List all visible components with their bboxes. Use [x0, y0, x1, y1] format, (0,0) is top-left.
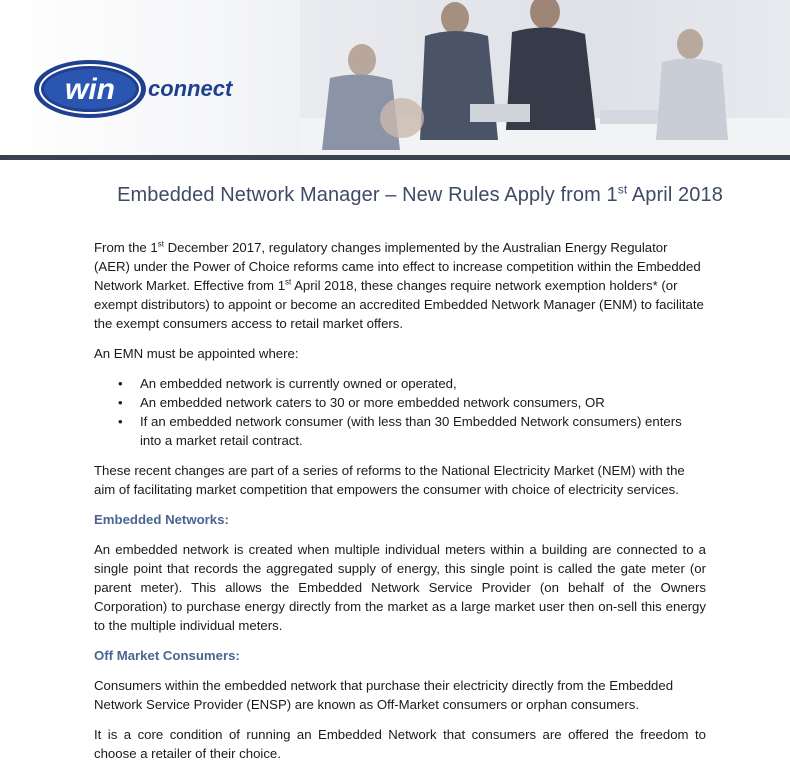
page-title: Embedded Network Manager – New Rules Apply from 1st April 2018 [117, 182, 723, 206]
reforms-paragraph: These recent changes are part of a series of reforms to the National Electricity Market (NEM) with the aim of facilitating market competition that empowers the consumer with choice of electricity services. [94, 463, 685, 497]
emn-lead: An EMN must be appointed where: [94, 346, 299, 361]
intro-paragraph: From the 1st December 2017, regulatory changes implemented by the Australian Energy Regulator (AER) under the Power of Choice reforms came into effect to increase competition within the Embedded Network Market. Effective from 1st April 2018, these changes require network exemption holders* (or exempt distributors) to appoint or become an accredited Embedded Network Manager (ENM) to facilitate the exempt consumers access to retail market offers. [94, 239, 704, 331]
bullet-icon: • [118, 414, 123, 429]
emn-conditions-list [94, 374, 706, 450]
logo-win-text: win [65, 73, 115, 106]
bullet-icon: • [118, 395, 123, 410]
section-heading-off-market: Off Market Consumers: [94, 648, 240, 663]
list-item: • An embedded network caters to 30 or more embedded network consumers, OR [118, 395, 605, 410]
header-divider [0, 155, 790, 160]
off-market-paragraph: Consumers within the embedded network that purchase their electricity directly from the Embedded Network Service Provider (ENSP) are known as Off-Market consumers or orphan consumers. [94, 678, 674, 712]
document-body [94, 238, 706, 774]
core-condition-paragraph: It is a core condition of running an Embedded Network that consumers are offered the freedom to choose a retailer of their choice. [94, 727, 706, 761]
section-heading-embedded-networks: Embedded Networks: [94, 512, 229, 527]
logo-connect-text: connect [148, 76, 233, 101]
list-item: • An embedded network is currently owned or operated, [118, 376, 457, 391]
list-item: • If an embedded network consumer (with less than 30 Embedded Network consumers) enters into a market retail contract. [118, 414, 682, 448]
winconnect-logo [32, 56, 282, 122]
header-banner [0, 0, 790, 160]
embedded-networks-paragraph: An embedded network is created when multiple individual meters within a building are connected to a single point that records the aggregated supply of energy, this single point is called the gate meter (or parent meter). This allows the Embedded Network Service Provider (on behalf of the Owners Corporation) to purchase energy directly from the market as a large market user then on-sell this energy to the multiple individual meters. [94, 542, 706, 633]
bullet-icon: • [118, 376, 123, 391]
